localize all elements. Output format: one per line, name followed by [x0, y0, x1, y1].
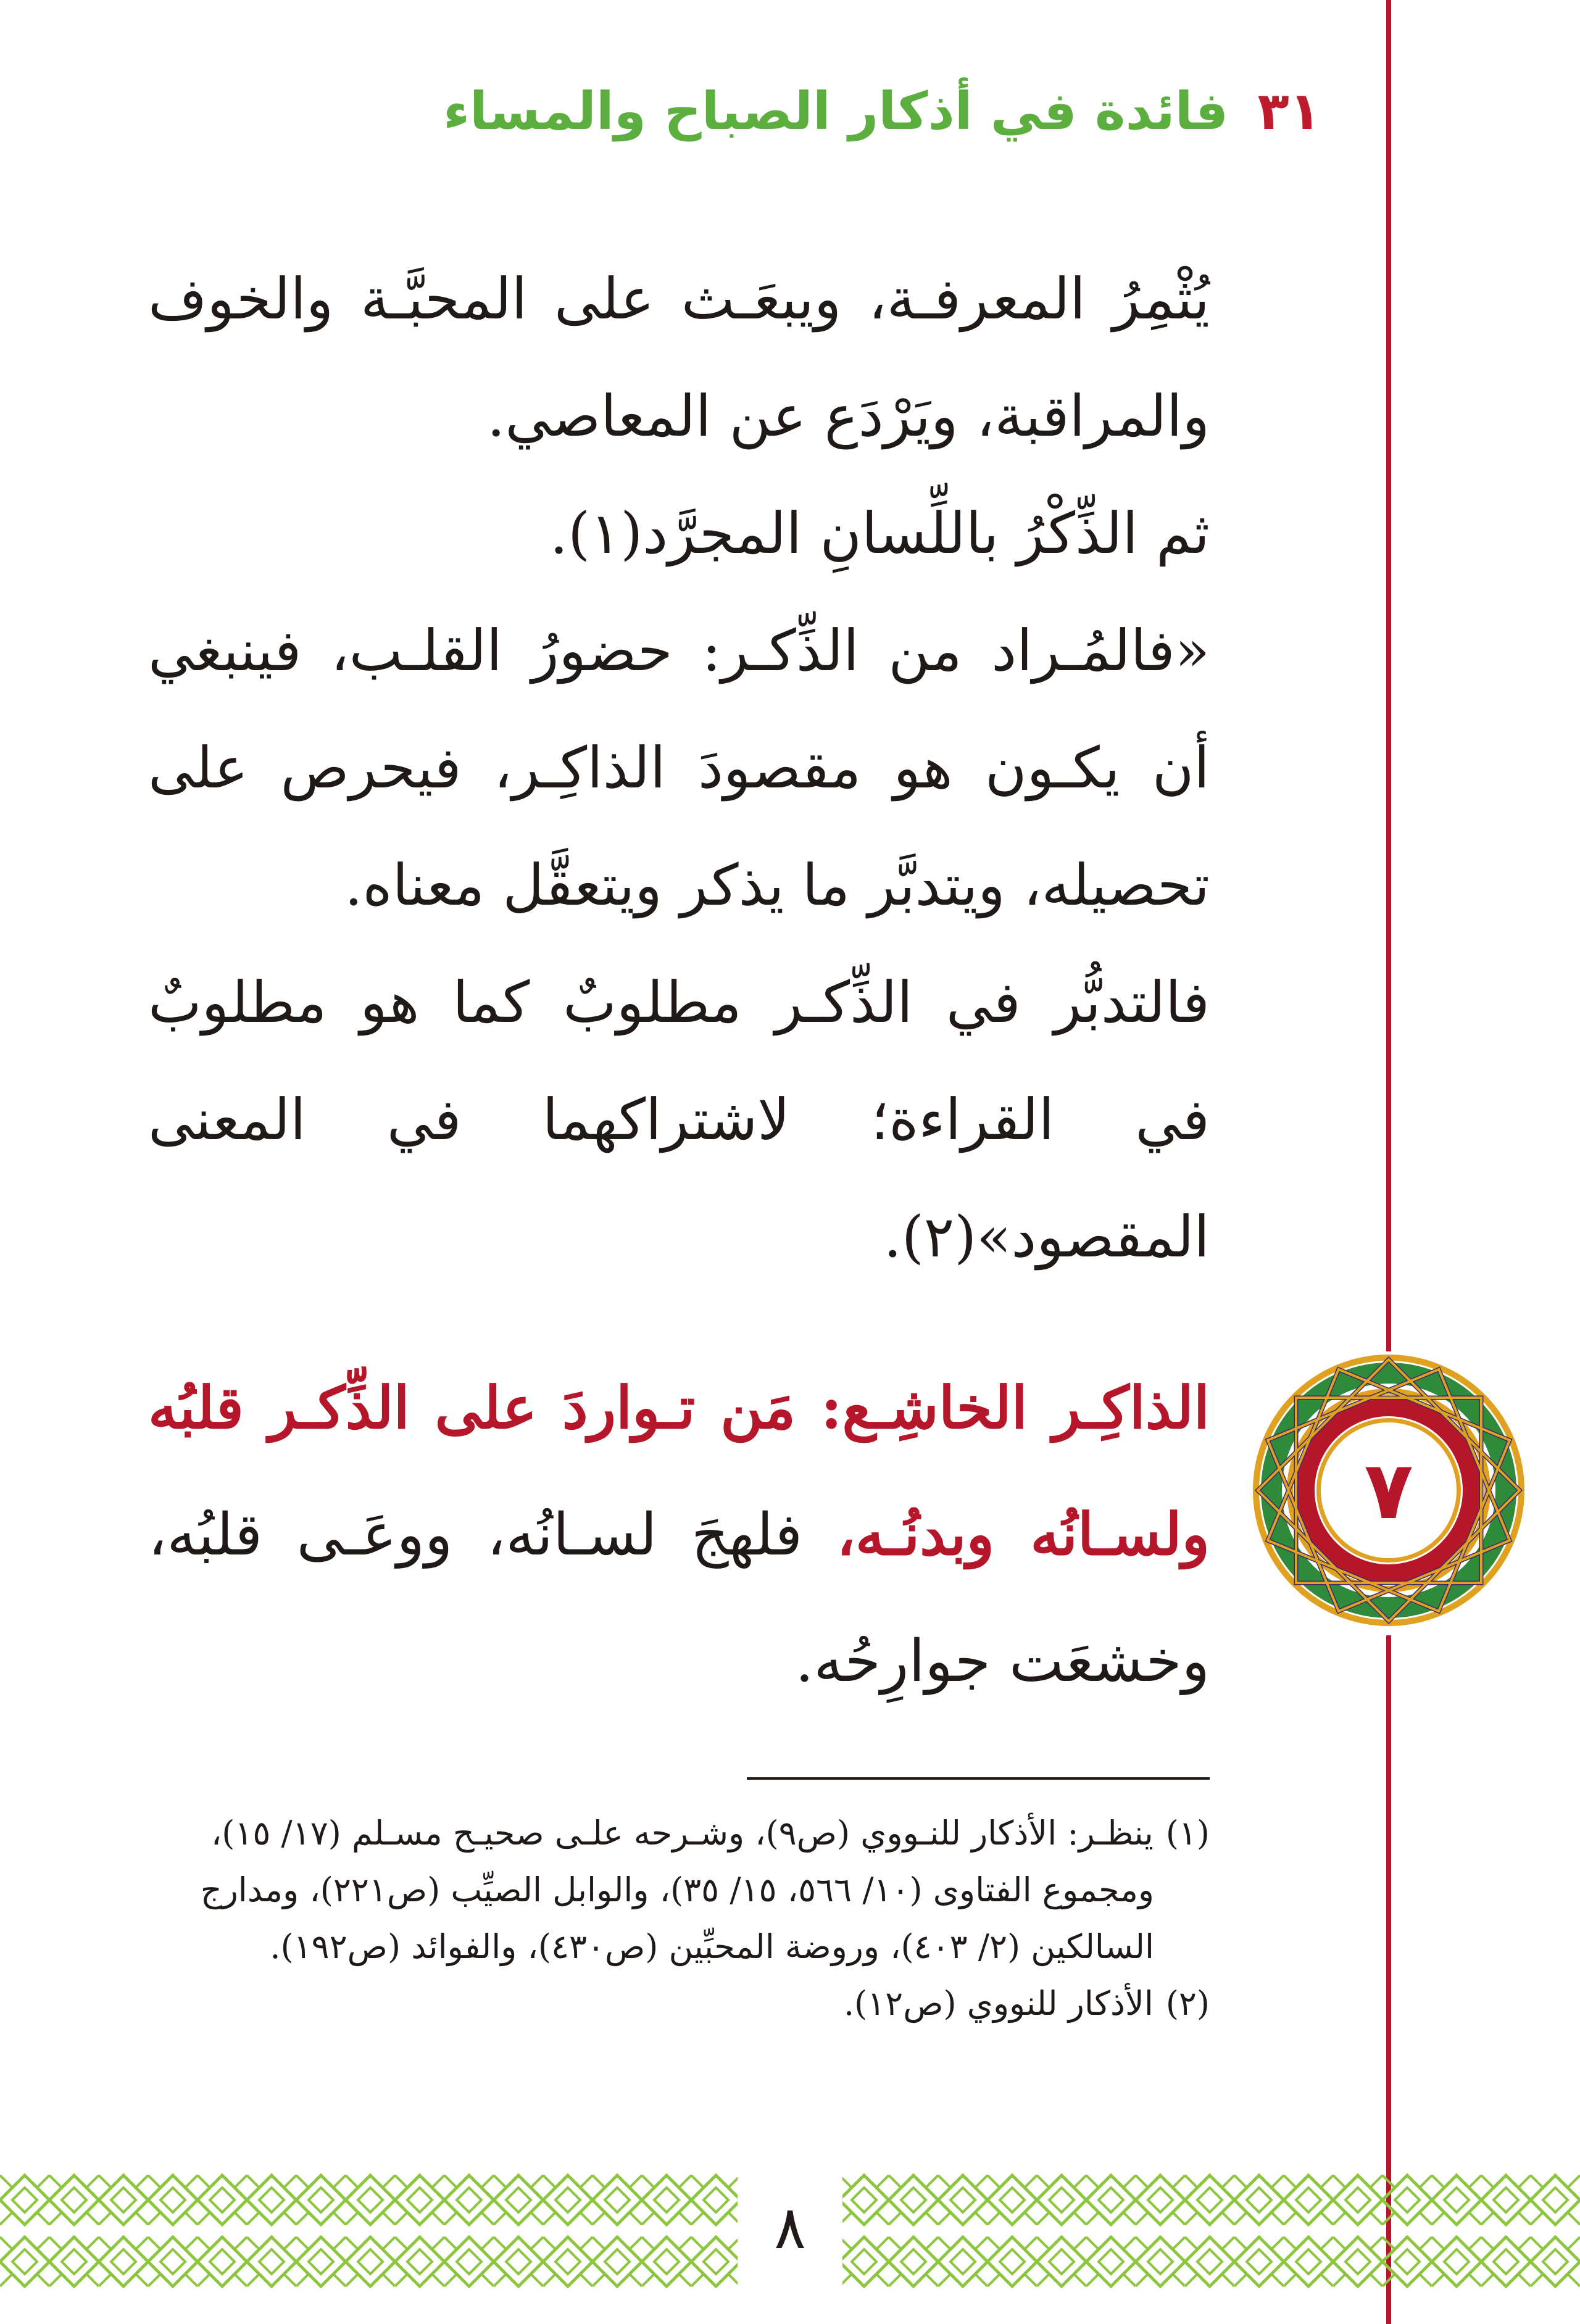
footnote-divider	[747, 1777, 1210, 1780]
paragraph: فالتدبُّر في الذِّكـر مطلوبٌ كما هو مطلوبٌ في القراءة؛ لاشتراكهما في المعنى المقصود»(٢).	[148, 969, 1210, 1270]
footnote-line: السالكين (٢/ ٤٠٣)، وروضة المحبِّين (ص٤٣٠)، والفوائد (ص١٩٢).	[270, 1927, 1154, 1966]
footnotes	[148, 1805, 1210, 2032]
footnote-text: الأذكار للنووي (ص١٢).	[843, 1984, 1154, 2023]
main-text	[148, 241, 1210, 1296]
footnote-line	[148, 1805, 1210, 1862]
section-paragraph	[148, 1345, 1210, 1725]
section-number: ٧	[1364, 1443, 1413, 1537]
paragraph: يُثْمِرُ المعرفـة، ويبعَـث على المحبَّـة والخوف والمراقبة، ويَرْدَع عن المعاصي.	[148, 266, 1210, 449]
book-number: ٣١	[1257, 81, 1321, 141]
paragraph: ثم الذِّكْرُ باللِّسانِ المجرَّد(١).	[549, 500, 1210, 566]
page-header	[395, 74, 1321, 148]
paragraph: «فالمُـراد من الذِّكـر: حضورُ القلـب، فينبغي أن يكـون هو مقصودَ الذاكِـر، فيحرص على تحصيله، ويتدبَّر ما يذكر ويتعقَّل معناه.	[148, 618, 1210, 918]
footnote-number: (٢)	[1165, 1984, 1210, 2023]
vertical-rule-top	[1386, 0, 1391, 1351]
footnote-line: ومجموع الفتاوى (١٠/ ٥٦٦، ١٥/ ٣٥)، والوابل الصيِّب (ص٢٢١)، ومدارج	[200, 1870, 1154, 1909]
book-title: فائدة في أذكار الصباح والمساء	[443, 81, 1229, 141]
footnote-text: ينظـر: الأذكار للنـووي (ص٩)، وشـرحه علـى صحيـح مسـلم (١٧/ ١٥)،	[210, 1814, 1154, 1853]
footnote-line	[148, 1975, 1210, 2032]
section-body: فلهجَ لسـانُه، ووعَـى قلبُه، وخشعَت جوارِحُه.	[148, 1501, 1210, 1695]
page-number: ٨	[738, 2160, 842, 2296]
section-heading: الذاكِـر الخاشِـع: مَن تـواردَ على الذِّكـر قلبُه ولسـانُه وبدنُـه،	[148, 1374, 1210, 1569]
section-seven	[148, 1345, 1210, 1725]
footnote-number: (١)	[1165, 1814, 1210, 1853]
